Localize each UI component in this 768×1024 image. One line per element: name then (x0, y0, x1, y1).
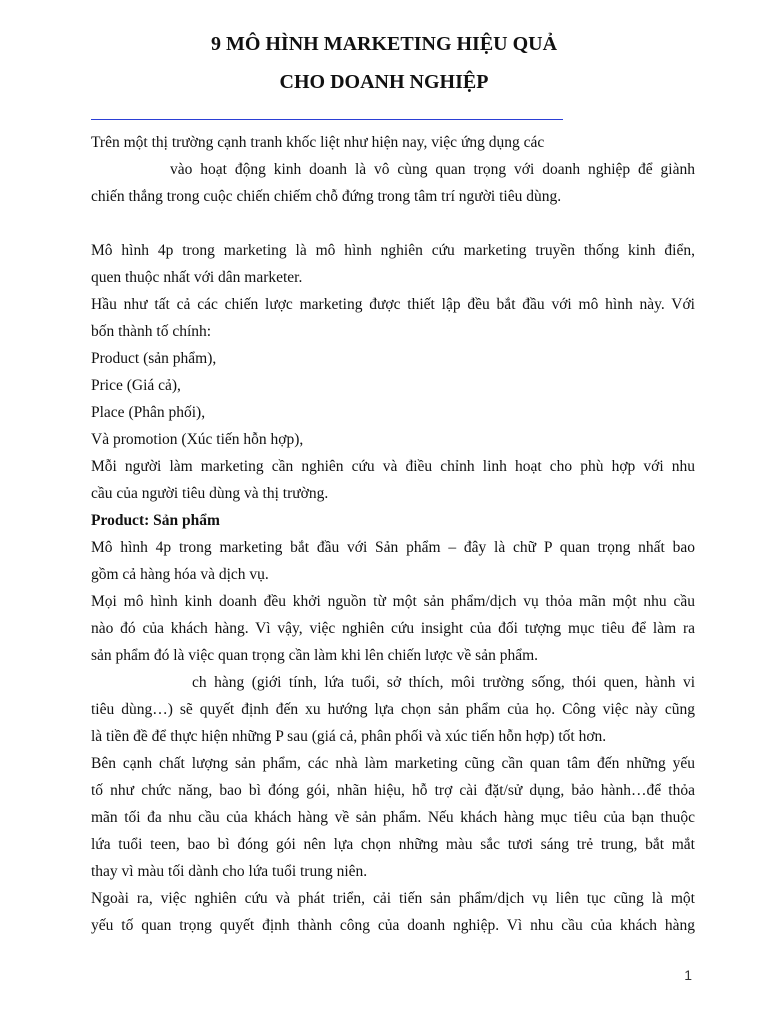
body-line: Place (Phân phối), (91, 404, 206, 421)
body-line: tiêu dùng…) sẽ quyết định đến xu hướng lựa chọn sản phẩm của họ. Công việc này cũng (91, 701, 695, 718)
title-line-1: 9 MÔ HÌNH MARKETING HIỆU QUẢ (210, 33, 558, 55)
body-line: Product (sản phẩm), (91, 350, 217, 367)
body-line: yếu tố quan trọng quyết định thành công của doanh nghiệp. Vì nhu cầu của khách hàng (91, 917, 695, 934)
body-line: bốn thành tố chính: (91, 323, 212, 340)
body-line: là tiền đề để thực hiện những P sau (giá cả, phân phối và xúc tiến hỗn hợp) tốt hơn. (91, 728, 607, 745)
body-line: Bên cạnh chất lượng sản phẩm, các nhà làm marketing cũng cần quan tâm đến những yếu (91, 755, 695, 772)
body-line: Ngoài ra, việc nghiên cứu và phát triển, cải tiến sản phẩm/dịch vụ liên tục cũng là một (91, 890, 695, 907)
title-underline (91, 119, 563, 120)
body-line: Và promotion (Xúc tiến hỗn hợp), (91, 431, 304, 448)
body-line: cầu của người tiêu dùng và thị trường. (91, 485, 329, 502)
body-line: Hầu như tất cả các chiến lược marketing được thiết lập đều bắt đầu với mô hình này. Với (91, 296, 695, 313)
body-line: thay vì màu tối dành cho lứa tuổi trung niên. (91, 863, 368, 880)
body-line: Mọi mô hình kinh doanh đều khởi nguồn từ một sản phẩm/dịch vụ thỏa mãn một nhu cầu (91, 593, 695, 610)
page-number: 1 (684, 967, 692, 983)
section-heading: Product: Sản phẩm (91, 512, 220, 529)
body-line: lứa tuổi teen, bao bì đóng gói nên lựa chọn những màu sắc tươi sáng trẻ trung, bắt mắt (91, 836, 695, 853)
body-line: quen thuộc nhất với dân marketer. (91, 269, 303, 286)
body-line: Mô hình 4p trong marketing bắt đầu với Sản phẩm – đây là chữ P quan trọng nhất bao (91, 539, 695, 556)
body-line: Trên một thị trường cạnh tranh khốc liệt như hiện nay, việc ứng dụng các (91, 134, 545, 151)
body-line: tố như chức năng, bao bì đóng gói, nhãn hiệu, hỗ trợ cài đặt/sử dụng, bảo hành…để thỏa (91, 782, 695, 799)
body-line: mãn tối đa nhu cầu của khách hàng về sản phẩm. Nếu khách hàng mục tiêu của bạn thuộc (91, 809, 695, 826)
title-line-2: CHO DOANH NGHIỆP (279, 71, 489, 93)
body-line: Price (Giá cả), (91, 377, 181, 394)
body-line: Mô hình 4p trong marketing là mô hình nghiên cứu marketing truyền thống kinh điển, (91, 242, 695, 259)
body-line: ch hàng (giới tính, lứa tuổi, sở thích, môi trường sống, thói quen, hành vi (192, 674, 695, 691)
body-line: chiến thắng trong cuộc chiến chiếm chỗ đứng trong tâm trí người tiêu dùng. (91, 188, 562, 205)
body-line: nào đó của khách hàng. Vì vậy, việc nghiên cứu insight của đối tượng mục tiêu để làm ra (91, 620, 695, 637)
body-line: vào hoạt động kinh doanh là vô cùng quan trọng với doanh nghiệp để giành (170, 161, 695, 178)
body-line: gồm cả hàng hóa và dịch vụ. (91, 566, 269, 583)
body-line: sản phẩm đó là việc quan trọng cần làm khi lên chiến lược về sản phẩm. (91, 647, 539, 664)
body-line: Mỗi người làm marketing cần nghiên cứu và điều chỉnh linh hoạt cho phù hợp với nhu (91, 458, 695, 475)
